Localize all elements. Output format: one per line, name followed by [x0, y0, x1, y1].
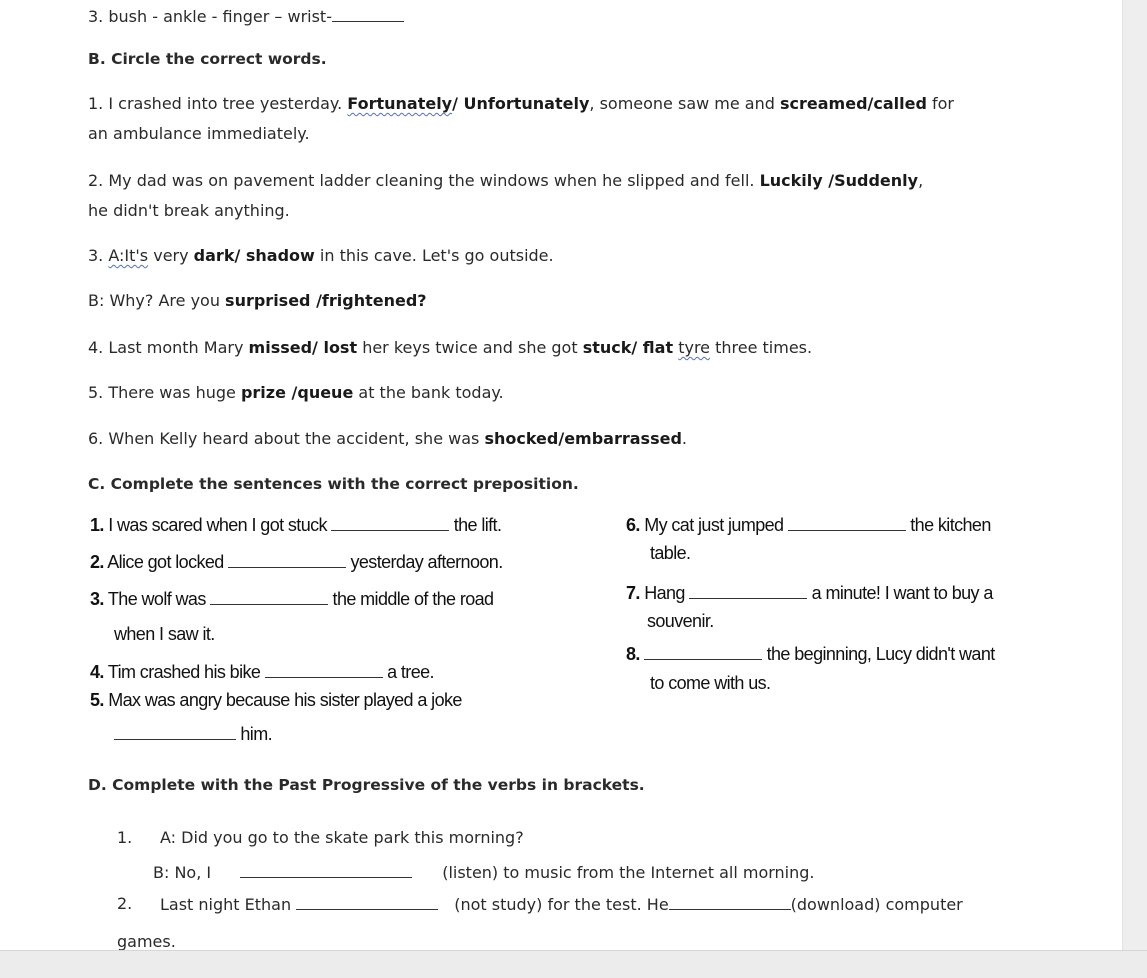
section-b-heading: B. Circle the correct words. — [88, 50, 327, 68]
section-b-q2: 2. My dad was on pavement ladder cleaning the windows when he slipped and fell. Luckily /Suddenly, — [88, 171, 924, 190]
answer-blank[interactable] — [296, 894, 438, 910]
answer-blank[interactable] — [228, 550, 346, 568]
section-c-s5: 5. Max was angry because his sister played a joke — [90, 690, 462, 710]
section-d-item-2-line2: games. — [117, 932, 176, 950]
answer-blank — [332, 6, 404, 22]
section-a-item-3: 3. bush - ankle - finger – wrist- — [88, 6, 404, 26]
section-d-item-1: A: Did you go to the skate park this morning? — [160, 828, 524, 847]
section-c-s8: 8. the beginning, Lucy didn't want — [626, 642, 995, 665]
section-d-heading: D. Complete with the Past Progressive of the verbs in brackets. — [88, 776, 645, 794]
answer-blank[interactable] — [240, 862, 412, 878]
section-c-s2: 2. Alice got locked yesterday afternoon. — [90, 550, 503, 573]
section-c-s6-line2: table. — [650, 543, 691, 563]
section-c-s7: 7. Hang a minute! I want to buy a — [626, 581, 993, 604]
section-b-q6: 6. When Kelly heard about the accident, she was shocked/embarrassed. — [88, 429, 687, 448]
section-c-s3: 3. The wolf was the middle of the road — [90, 587, 493, 610]
option-surprised-frightened[interactable]: surprised /frightened? — [225, 291, 427, 310]
answer-blank[interactable] — [689, 581, 807, 599]
section-c-s5-line2: him. — [114, 722, 272, 745]
section-b-q1: 1. I crashed into tree yesterday. Fortunately/ Unfortunately, someone saw me and screamed/called for — [88, 94, 955, 113]
section-b-q1-line2: an ambulance immediately. — [88, 124, 310, 143]
section-c-s1: 1. I was scared when I got stuck the lift. — [90, 513, 501, 536]
section-c-s6: 6. My cat just jumped the kitchen — [626, 513, 991, 536]
option-fortunately[interactable]: Fortunately — [347, 94, 453, 113]
answer-blank[interactable] — [788, 513, 906, 531]
option-stuck-flat[interactable]: stuck/ flat — [582, 338, 674, 357]
section-d-item-1-number: 1. — [117, 828, 133, 847]
section-c-s7-line2: souvenir. — [647, 611, 714, 631]
section-c-s4: 4. Tim crashed his bike a tree. — [90, 660, 434, 683]
section-c-s3-line2: when I saw it. — [114, 624, 215, 644]
option-missed-lost[interactable]: missed/ lost — [248, 338, 358, 357]
option-shocked-embarrassed[interactable]: shocked/embarrassed — [484, 429, 682, 448]
section-d-item-2: Last night Ethan (not study) for the test. He (download) computer — [160, 895, 963, 915]
answer-blank[interactable] — [669, 894, 791, 910]
section-b-q3b: B: Why? Are you surprised /frightened? — [88, 291, 427, 310]
status-bar — [0, 950, 1147, 978]
section-b-q4: 4. Last month Mary missed/ lost her keys twice and she got stuck/ flat tyre three times. — [88, 338, 813, 357]
option-luckily-suddenly[interactable]: Luckily /Suddenly — [759, 171, 919, 190]
option-screamed-called[interactable]: screamed/called — [780, 94, 927, 113]
answer-blank[interactable] — [331, 513, 449, 531]
section-d-item-1-answer: B: No, I (listen) to music from the Internet all morning. — [153, 863, 815, 883]
option-prize-queue[interactable]: prize /queue — [240, 383, 354, 402]
answer-blank[interactable] — [210, 587, 328, 605]
section-c-s8-line2: to come with us. — [650, 673, 771, 693]
section-d-item-2-number: 2. — [117, 894, 133, 913]
vertical-scrollbar[interactable] — [1122, 0, 1147, 950]
section-b-q2-line2: he didn't break anything. — [88, 201, 290, 220]
answer-blank[interactable] — [114, 722, 236, 740]
option-dark-shadow[interactable]: dark/ shadow — [193, 246, 315, 265]
section-c-heading: C. Complete the sentences with the correct preposition. — [88, 475, 579, 493]
option-unfortunately[interactable]: / Unfortunately — [452, 94, 590, 113]
answer-blank[interactable] — [644, 642, 762, 660]
answer-blank[interactable] — [265, 660, 383, 678]
section-b-q3a: 3. A:It's very dark/ shadow in this cave. Let's go outside. — [88, 246, 554, 265]
section-b-q5: 5. There was huge prize /queue at the bank today. — [88, 383, 504, 402]
